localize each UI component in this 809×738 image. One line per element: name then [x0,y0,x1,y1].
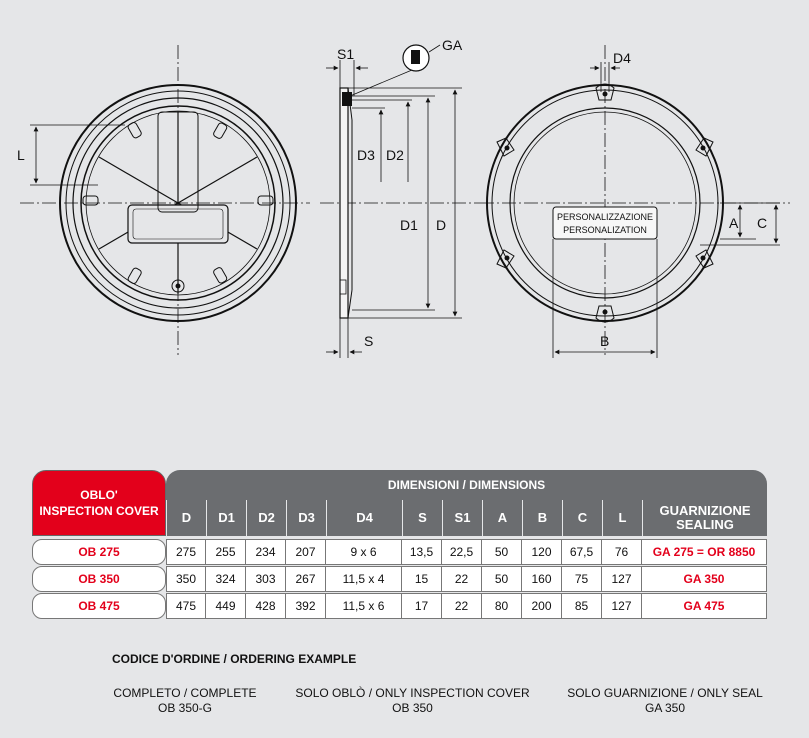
label-D3: D3 [357,147,375,163]
value-cell: 160 [522,566,562,592]
ordering-example-code: OB 350-G [157,701,213,715]
value-cell: 75 [562,566,602,592]
label-L: L [17,147,25,163]
value-cell: 303 [246,566,286,592]
seal-cell: GA 350 [642,566,767,592]
product-header-line2: INSPECTION COVER [39,504,159,518]
value-cell: 11,5 x 4 [326,566,402,592]
label-D4: D4 [613,50,631,66]
personalization-text-it: PERSONALIZZAZIONE [556,212,654,222]
value-cell: 234 [246,539,286,565]
product-code-cell: OB 350 [32,566,166,592]
label-B: B [600,333,610,349]
column-headers [166,500,767,536]
value-cell: 22,5 [442,539,482,565]
table-row [32,566,767,592]
ordering-example-code: OB 350 [392,701,433,715]
value-cell: 85 [562,593,602,619]
value-cell: 22 [442,566,482,592]
column-header: D3 [286,500,326,536]
ordering-example-label: COMPLETO / COMPLETE [113,686,257,700]
dimensions-header: DIMENSIONI / DIMENSIONS [166,470,767,500]
column-header: C [562,500,602,536]
value-cell: 17 [402,593,442,619]
column-header: D [166,500,206,536]
value-cell: 127 [602,593,642,619]
value-cell: 22 [442,593,482,619]
value-cell: 127 [602,566,642,592]
label-D2: D2 [386,147,404,163]
value-cell: 80 [482,593,522,619]
side-view [320,45,480,358]
value-cell: 428 [246,593,286,619]
value-cell: 76 [602,539,642,565]
value-cell: 9 x 6 [326,539,402,565]
product-code-cell: OB 475 [32,593,166,619]
seal-cell: GA 275 = OR 8850 [642,539,767,565]
value-cell: 120 [522,539,562,565]
column-header: D4 [326,500,402,536]
label-A: A [729,215,739,231]
value-cell: 350 [166,566,206,592]
value-cell: 255 [206,539,246,565]
value-cell: 267 [286,566,326,592]
value-cell: 449 [206,593,246,619]
label-C: C [757,215,768,231]
value-cell: 275 [166,539,206,565]
value-cell: 475 [166,593,206,619]
value-cell: 67,5 [562,539,602,565]
label-D: D [436,217,447,233]
column-header: D1 [206,500,246,536]
column-header: L [602,500,642,536]
label-D1: D1 [400,217,418,233]
ordering-example-cover [285,686,540,716]
table-row [32,593,767,619]
column-header: B [522,500,562,536]
ordering-title: CODICE D'ORDINE / ORDERING EXAMPLE [112,652,357,666]
column-header: S1 [442,500,482,536]
table-row [32,539,767,565]
value-cell: 50 [482,539,522,565]
value-cell: 13,5 [402,539,442,565]
personalization-text-en: PERSONALIZATION [563,225,647,235]
front-view [20,45,310,355]
label-S1: S1 [337,46,355,62]
value-cell: 15 [402,566,442,592]
ordering-example-label: SOLO OBLÒ / ONLY INSPECTION COVER [295,686,530,700]
seal-header-line2: SEALING [676,517,734,532]
ordering-example-seal [560,686,770,716]
value-cell: 11,5 x 6 [326,593,402,619]
column-header: S [402,500,442,536]
product-header-line1: OBLO' [80,488,118,502]
value-cell: 324 [206,566,246,592]
seal-column-header [642,500,767,536]
label-GA: GA [442,37,463,53]
seal-header-line1: GUARNIZIONE [659,503,751,518]
column-header: A [482,500,522,536]
ordering-example-complete [110,686,260,716]
product-code-cell: OB 275 [32,539,166,565]
column-header: D2 [246,500,286,536]
value-cell: 200 [522,593,562,619]
label-S: S [364,333,374,349]
value-cell: 392 [286,593,326,619]
seal-cell: GA 475 [642,593,767,619]
value-cell: 50 [482,566,522,592]
ordering-example-label: SOLO GUARNIZIONE / ONLY SEAL [567,686,763,700]
value-cell: 207 [286,539,326,565]
product-header [32,470,166,536]
rear-view [480,45,790,358]
ordering-example-code: GA 350 [644,701,686,715]
